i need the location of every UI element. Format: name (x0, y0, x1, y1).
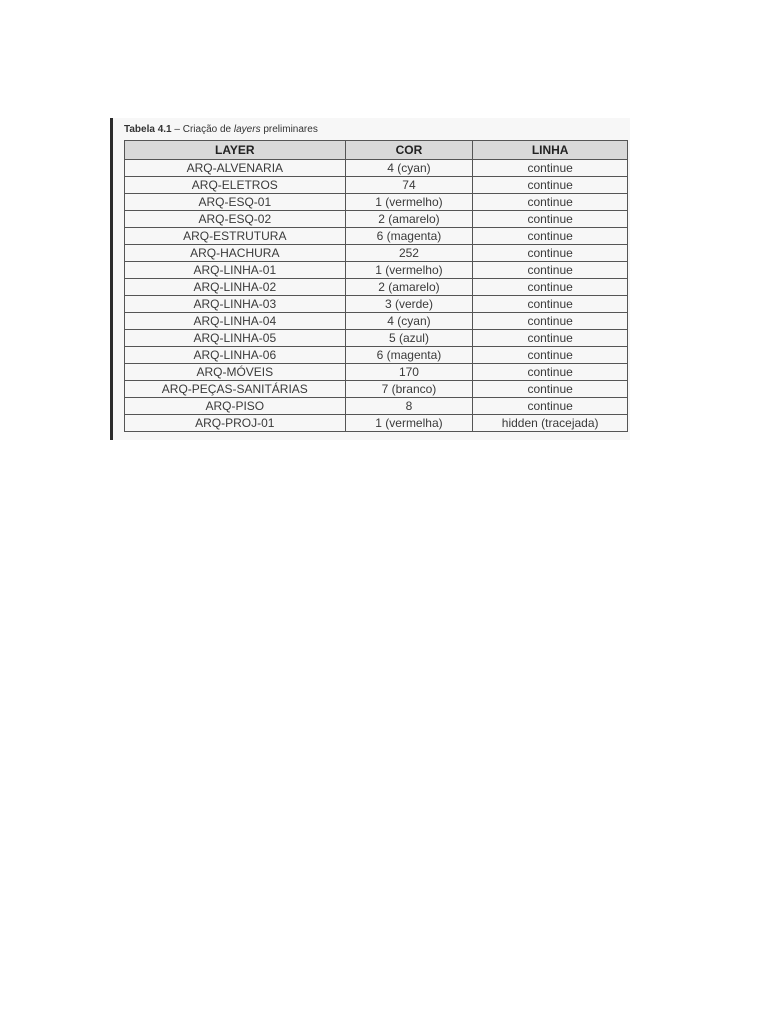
table-row (125, 194, 628, 211)
table-row (125, 279, 628, 296)
table-row (125, 262, 628, 279)
cell-linha: continue (473, 364, 628, 381)
table-row (125, 398, 628, 415)
cell-cor: 2 (amarelo) (345, 211, 473, 228)
table-row (125, 381, 628, 398)
cell-linha: continue (473, 296, 628, 313)
cell-cor: 4 (cyan) (345, 313, 473, 330)
cell-layer: ARQ-HACHURA (125, 245, 346, 262)
caption-text-italic: layers (233, 124, 261, 135)
caption-text-end: preliminares (260, 124, 318, 135)
table-row (125, 228, 628, 245)
cell-linha: continue (473, 330, 628, 347)
cell-linha: continue (473, 194, 628, 211)
table-header-row (125, 141, 628, 160)
cell-cor: 4 (cyan) (345, 160, 473, 177)
table-row (125, 160, 628, 177)
cell-layer: ARQ-LINHA-01 (125, 262, 346, 279)
table-row (125, 347, 628, 364)
cell-linha: continue (473, 381, 628, 398)
table-row (125, 177, 628, 194)
caption-text-start: Criação de (182, 124, 234, 135)
cell-cor: 6 (magenta) (345, 347, 473, 364)
cell-layer: ARQ-LINHA-05 (125, 330, 346, 347)
cell-linha: continue (473, 245, 628, 262)
header-layer: LAYER (125, 141, 346, 160)
cell-cor: 5 (azul) (345, 330, 473, 347)
table-row (125, 245, 628, 262)
header-cor: COR (345, 141, 473, 160)
cell-layer: ARQ-ESQ-02 (125, 211, 346, 228)
table-row (125, 364, 628, 381)
cell-linha: continue (473, 313, 628, 330)
cell-cor: 6 (magenta) (345, 228, 473, 245)
cell-linha: continue (473, 177, 628, 194)
cell-cor: 170 (345, 364, 473, 381)
cell-layer: ARQ-PROJ-01 (125, 415, 346, 432)
cell-layer: ARQ-PEÇAS-SANITÁRIAS (125, 381, 346, 398)
cell-linha: continue (473, 398, 628, 415)
caption-dash: – (171, 124, 183, 135)
cell-cor: 252 (345, 245, 473, 262)
cell-layer: ARQ-LINHA-04 (125, 313, 346, 330)
cell-layer: ARQ-ELETROS (125, 177, 346, 194)
cell-linha: continue (473, 228, 628, 245)
table-row (125, 330, 628, 347)
cell-layer: ARQ-ESQ-01 (125, 194, 346, 211)
table-body (125, 160, 628, 432)
table-row (125, 415, 628, 432)
cell-layer: ARQ-ALVENARIA (125, 160, 346, 177)
cell-linha: continue (473, 211, 628, 228)
caption-label: Tabela 4.1 (124, 124, 172, 135)
cell-cor: 1 (vermelho) (345, 262, 473, 279)
cell-layer: ARQ-LINHA-06 (125, 347, 346, 364)
cell-layer: ARQ-ESTRUTURA (125, 228, 346, 245)
cell-cor: 1 (vermelha) (345, 415, 473, 432)
cell-layer: ARQ-LINHA-02 (125, 279, 346, 296)
cell-linha: continue (473, 160, 628, 177)
cell-cor: 7 (branco) (345, 381, 473, 398)
table-row (125, 296, 628, 313)
cell-linha: continue (473, 279, 628, 296)
cell-cor: 1 (vermelho) (345, 194, 473, 211)
cell-cor: 8 (345, 398, 473, 415)
table-caption (124, 124, 318, 135)
header-linha: LINHA (473, 141, 628, 160)
cell-cor: 74 (345, 177, 473, 194)
table-row (125, 211, 628, 228)
scanned-table-image (110, 118, 630, 440)
cell-linha: hidden (tracejada) (473, 415, 628, 432)
layers-table (124, 140, 628, 432)
cell-layer: ARQ-PISO (125, 398, 346, 415)
cell-cor: 2 (amarelo) (345, 279, 473, 296)
cell-cor: 3 (verde) (345, 296, 473, 313)
cell-layer: ARQ-LINHA-03 (125, 296, 346, 313)
cell-linha: continue (473, 262, 628, 279)
cell-layer: ARQ-MÓVEIS (125, 364, 346, 381)
cell-linha: continue (473, 347, 628, 364)
table-row (125, 313, 628, 330)
